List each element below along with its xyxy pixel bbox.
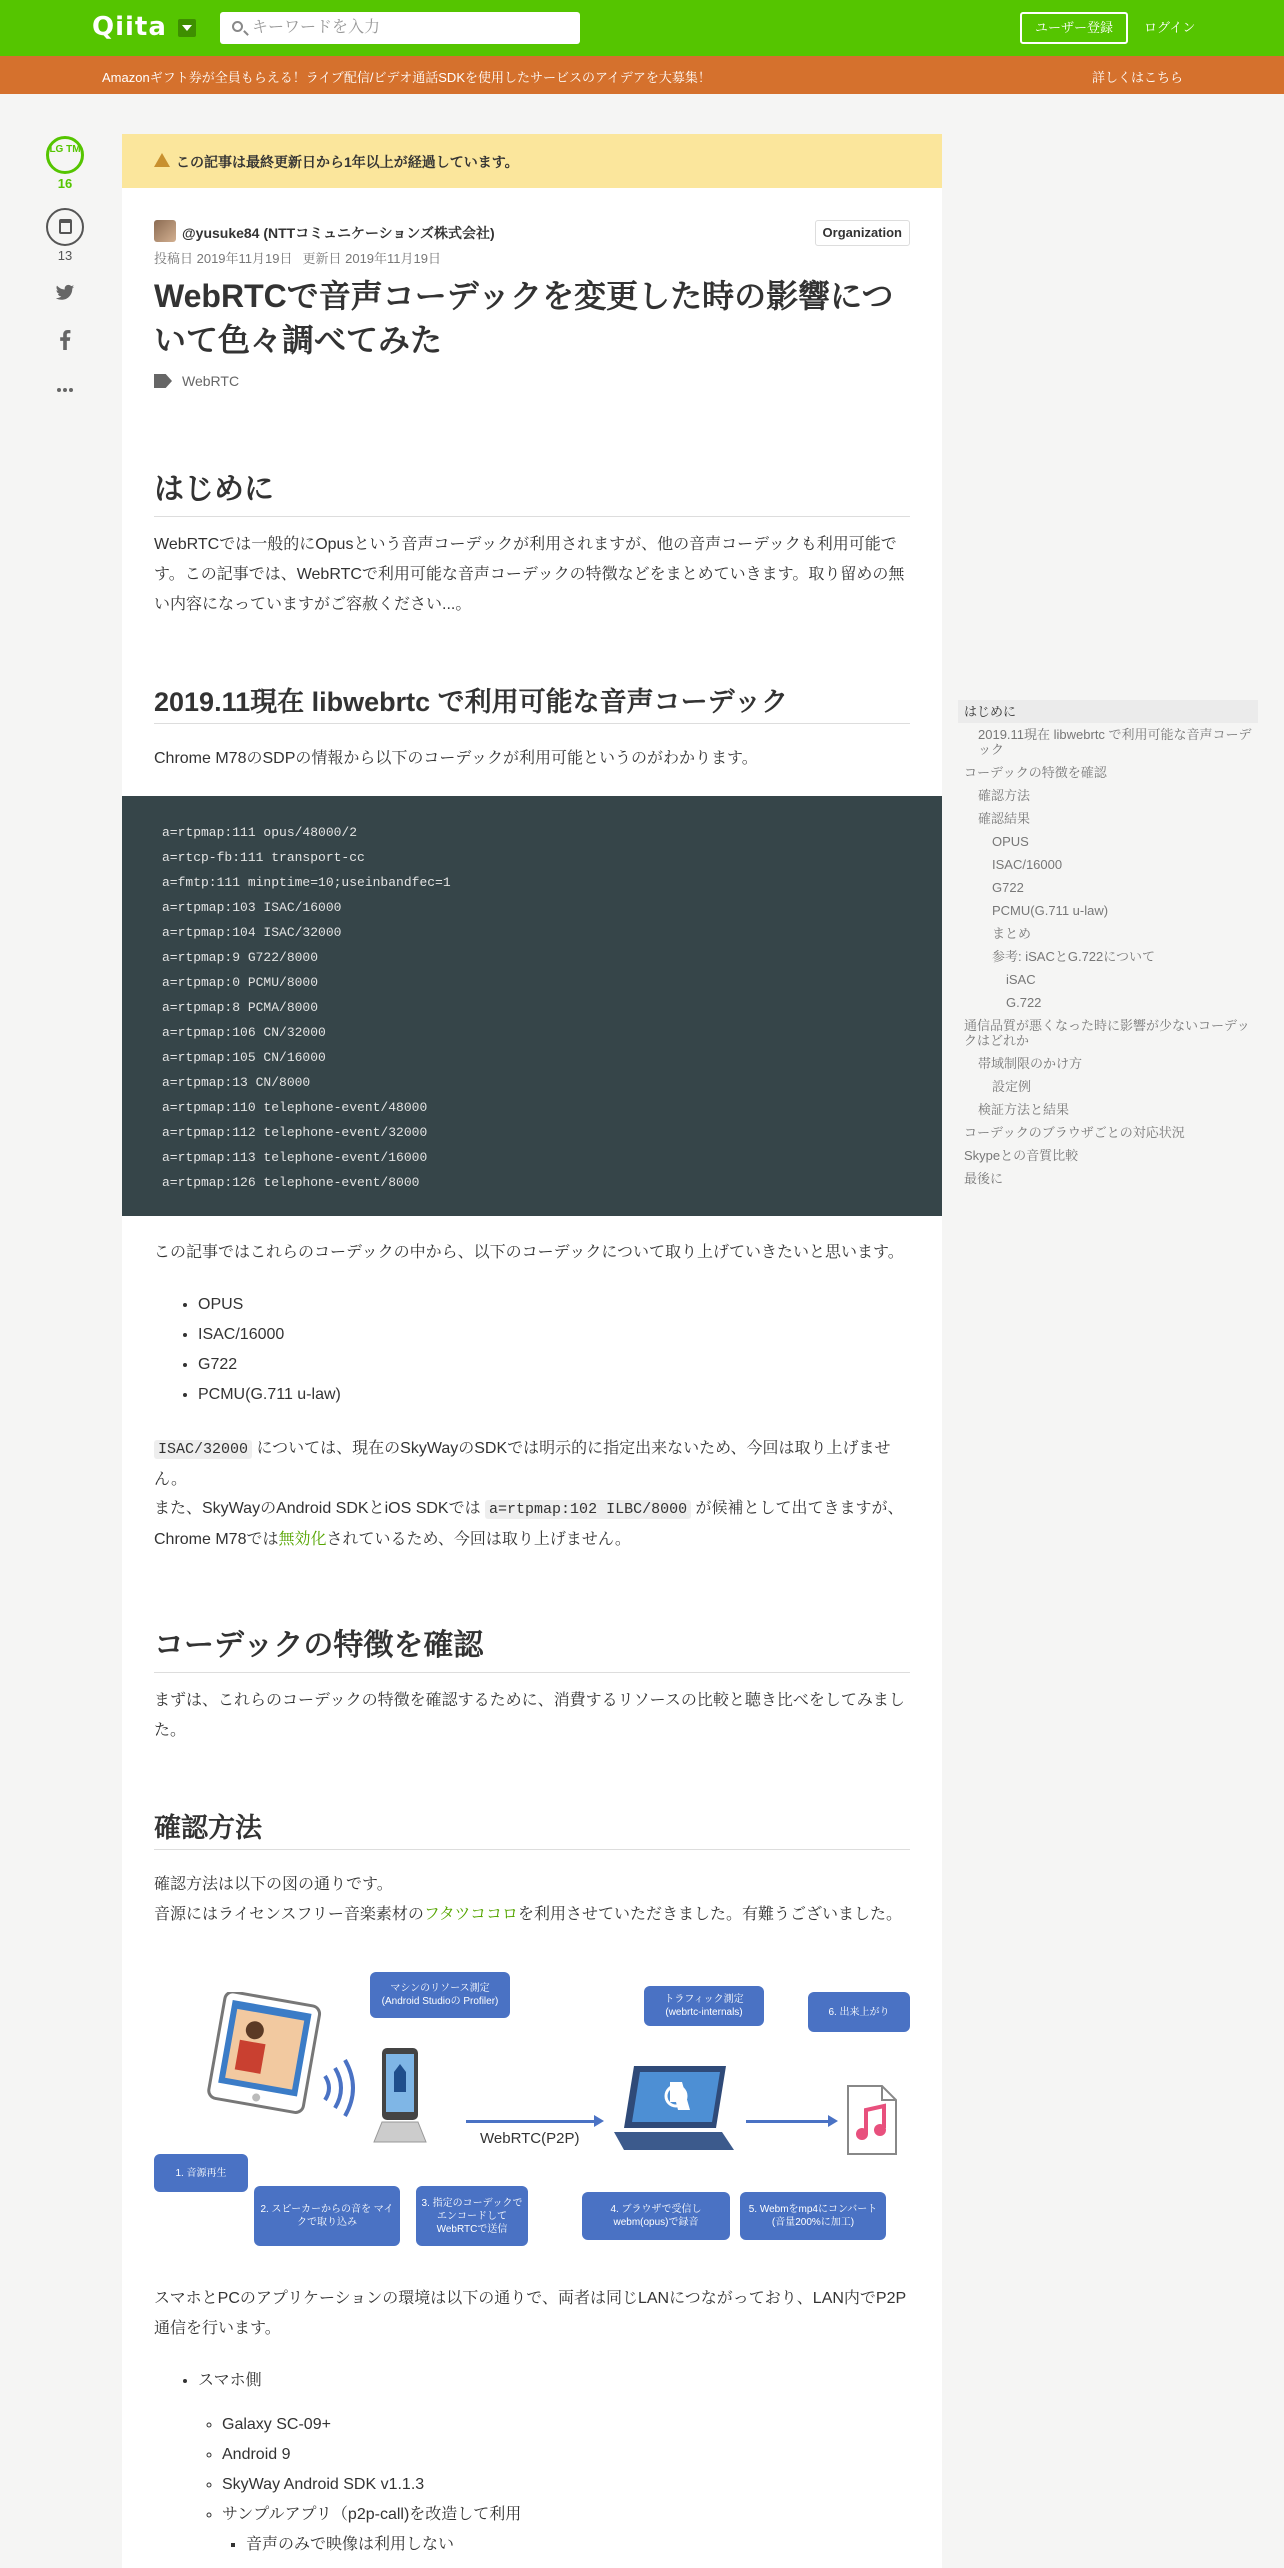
promo-text[interactable]: Amazonギフト券が全員もらえる！ライブ配信/ビデオ通話SDKを使用したサービスのアイデアを大募集！: [102, 70, 711, 85]
paragraph: スマホとPCのアプリケーションの環境は以下の通りで、両者は同じLANにつながっており、LAN内でP2P通信を行います。: [154, 2290, 907, 2337]
chevron-down-icon[interactable]: [178, 19, 196, 37]
text: が候補として出てきますが、Chrome M78では: [154, 1500, 904, 1548]
text: については、現在のSkyWayのSDKでは明示的に指定出来ないため、今回は取り上げません。: [154, 1440, 891, 1488]
code-block[interactable]: [122, 796, 942, 1216]
toc-item[interactable]: iSAC: [1006, 972, 1036, 987]
organization-badge[interactable]: Organization: [815, 220, 910, 246]
bubble-1: 1. 音源再生: [154, 2154, 248, 2192]
section-heading: 確認方法: [154, 1806, 910, 1850]
inline-code: ISAC/32000: [154, 1440, 252, 1459]
paragraph: まずは、これらのコーデックの特徴を確認するために、消費するリソースの比較と聴き比べをしてみました。: [154, 1692, 905, 1739]
inline-code: a=rtpmap:102 ILBC/8000: [485, 1500, 691, 1519]
promo-banner: [0, 56, 1284, 94]
paragraph: WebRTCでは一般的にOpusという音声コーデックが利用されますが、他の音声コーデックも利用可能です。この記事では、WebRTCで利用可能な音声コーデックの特徴などをまとめていきます。取り留めの無い内容になっていますがご容赦ください...。: [154, 536, 905, 613]
stock-count: 13: [57, 248, 73, 263]
qiita-logo[interactable]: Qiita: [92, 12, 167, 42]
section-heading: 2019.11現在 libwebrtc で利用可能な音声コーデック: [154, 680, 910, 724]
search-box[interactable]: [220, 12, 580, 44]
text: を利用させていただきました。有難うございました。: [518, 1906, 903, 1923]
section-heading: はじめに: [154, 464, 910, 517]
text: また、SkyWayのAndroid SDKとiOS SDKでは: [154, 1500, 486, 1517]
list-item: • PCMU(G.711 u-law): [198, 1380, 341, 1410]
toc-item[interactable]: PCMU(G.711 u-law): [992, 903, 1109, 918]
toc-item[interactable]: 確認方法: [978, 788, 1031, 803]
more-icon[interactable]: [55, 378, 75, 398]
search-icon: [232, 21, 243, 32]
tag-icon: [154, 374, 172, 388]
toc-item[interactable]: まとめ: [992, 926, 1032, 941]
list-item: ◦ Android 9: [222, 2440, 521, 2470]
twitter-icon[interactable]: [55, 284, 75, 304]
author-name[interactable]: @yusuke84 (NTTコミュニケーションズ株式会社): [182, 225, 495, 241]
text: 音源にはライセンスフリー音楽素材の: [154, 1906, 424, 1923]
bubble-done: 6. 出来上がり: [808, 1992, 910, 2032]
list-item: • ISAC/16000: [198, 1320, 341, 1350]
list-item-label: スマホ側: [198, 2372, 262, 2389]
bubble-traffic: トラフィック測定 (webrtc-internals): [644, 1986, 764, 2026]
list-item: • G722: [198, 1350, 341, 1380]
toc-item[interactable]: OPUS: [992, 834, 1029, 849]
webrtc-label: WebRTC(P2P): [480, 2130, 580, 2147]
tag-webrtc[interactable]: WebRTC: [182, 373, 240, 389]
toc-item[interactable]: 検証方法と結果: [978, 1102, 1070, 1117]
outdated-notice: [122, 134, 942, 188]
list-item: [222, 2500, 521, 2560]
avatar[interactable]: [154, 220, 176, 242]
environment-list: [178, 2366, 521, 2560]
toc-item[interactable]: 2019.11現在 libwebrtc で利用可能な音声コーデック: [978, 727, 1252, 757]
codec-list: [178, 1290, 341, 1410]
updated-date: 更新日 2019年11月19日: [302, 251, 441, 266]
top-bar: [0, 0, 1284, 56]
paragraph: [154, 1900, 910, 1930]
warning-icon: [154, 153, 170, 167]
toc-item[interactable]: G.722: [1006, 995, 1042, 1010]
list-item: ◦ SkyWay Android SDK v1.1.3: [222, 2470, 521, 2500]
search-input[interactable]: [250, 16, 570, 40]
paragraph-isac: [154, 1434, 910, 1495]
sound-wave-icon: [319, 2058, 359, 2118]
smartphone-icon: [368, 2042, 432, 2152]
table-of-contents: [958, 700, 1258, 1190]
toc-item[interactable]: はじめに: [958, 700, 1258, 723]
toc-item[interactable]: 最後に: [964, 1171, 1004, 1186]
toc-item[interactable]: G722: [992, 880, 1024, 895]
article-dates: [154, 248, 451, 267]
list-item-label: サンプルアプリ（p2p-call)を改造して利用: [222, 2506, 522, 2523]
toc-item[interactable]: 設定例: [992, 1079, 1032, 1094]
bubble-resource: マシンのリソース測定 (Android Studioの Profiler): [370, 1972, 510, 2018]
arrow-icon: [466, 2120, 594, 2123]
bubble-4: 4. ブラウザで受信し webm(opus)で録音: [582, 2192, 730, 2240]
paragraph: この記事ではこれらのコーデックの中から、以下のコーデックについて取り上げていきたいと思います。: [154, 1244, 904, 1261]
paragraph-ilbc: [154, 1494, 910, 1555]
author-row: [154, 220, 910, 248]
login-link[interactable]: ログイン: [1144, 20, 1196, 35]
facebook-icon[interactable]: [55, 330, 75, 350]
lgtm-count: 16: [57, 176, 73, 191]
toc-item[interactable]: Skypeとの音質比較: [964, 1148, 1079, 1163]
toc-item[interactable]: 参考: iSACとG.722について: [992, 949, 1155, 964]
music-file-icon: [844, 2084, 900, 2156]
list-item: • OPUS: [198, 1290, 341, 1320]
music-source-link[interactable]: フタツココロ: [423, 1906, 519, 1923]
paragraph: 確認方法は以下の図の通りです。: [154, 1876, 393, 1893]
article-title: WebRTCで音声コーデックを変更した時の影響について色々調べてみた: [154, 278, 894, 358]
promo-link[interactable]: 詳しくはこちら: [1092, 70, 1184, 85]
disabled-link[interactable]: 無効化: [278, 1531, 327, 1548]
lgtm-button[interactable]: LG TM: [46, 136, 84, 174]
bubble-3: 3. 指定のコーデックでエンコードしてWebRTCで送信: [416, 2186, 528, 2246]
toc-item[interactable]: ISAC/16000: [992, 857, 1063, 872]
stock-button[interactable]: [46, 208, 84, 246]
bubble-2: 2. スピーカーからの音を マイクで取り込み: [254, 2186, 400, 2246]
posted-date: 投稿日 2019年11月19日: [154, 251, 293, 266]
list-item: [198, 2366, 521, 2560]
tablet-icon: [198, 1992, 328, 2114]
list-item: ▪ 音声のみで映像は利用しない: [246, 2530, 521, 2560]
toc-item[interactable]: コーデックのブラウザごとの対応状況: [964, 1125, 1185, 1140]
text: されているため、今回は取り上げません。: [326, 1531, 631, 1548]
toc-item[interactable]: 確認結果: [978, 811, 1031, 826]
notice-text: この記事は最終更新日から1年以上が経過しています。: [176, 154, 519, 170]
toc-item[interactable]: 帯域制限のかけ方: [978, 1056, 1083, 1071]
laptop-icon: [612, 2062, 736, 2158]
section-heading: コーデックの特徴を確認: [154, 1620, 910, 1673]
toc-item[interactable]: 通信品質が悪くなった時に影響が少ないコーデックはどれか: [964, 1018, 1250, 1048]
article-card: [122, 134, 942, 2568]
paragraph: Chrome M78のSDPの情報から以下のコーデックが利用可能というのがわかります。: [154, 750, 758, 767]
signup-button[interactable]: ユーザー登録: [1020, 12, 1128, 44]
list-item: ◦ Galaxy SC-09+: [222, 2410, 521, 2440]
arrow-icon: [746, 2120, 828, 2123]
toc-item[interactable]: コーデックの特徴を確認: [964, 765, 1107, 780]
bubble-5: 5. Webmをmp4にコンバート(音量200%に加工): [740, 2192, 886, 2240]
stock-icon: [59, 219, 72, 234]
code-text: a=rtpmap:111 opus/48000/2 a=rtcp-fb:111 transport-cc a=fmtp:111 minptime=10;useinbandfec=1 a=rtpmap:103 ISAC/16000 a=rtpmap:104 ISAC/32000 a=rtpmap:9 G722/8000 a=rtpmap:0 PCMU/8000 a=rtpmap:8 PCMA/8000 a=rtpmap:106 CN/32000 a=rtpmap:105 CN/16000 a=rtpmap:13 CN/8000 a=rtpmap:110 telephone-event/48000 a=rtpmap:112 telephone-event/32000 a=rtpmap:113 telephone-event/16000 a=rtpmap:126 telephone-event/8000: [162, 825, 451, 1190]
